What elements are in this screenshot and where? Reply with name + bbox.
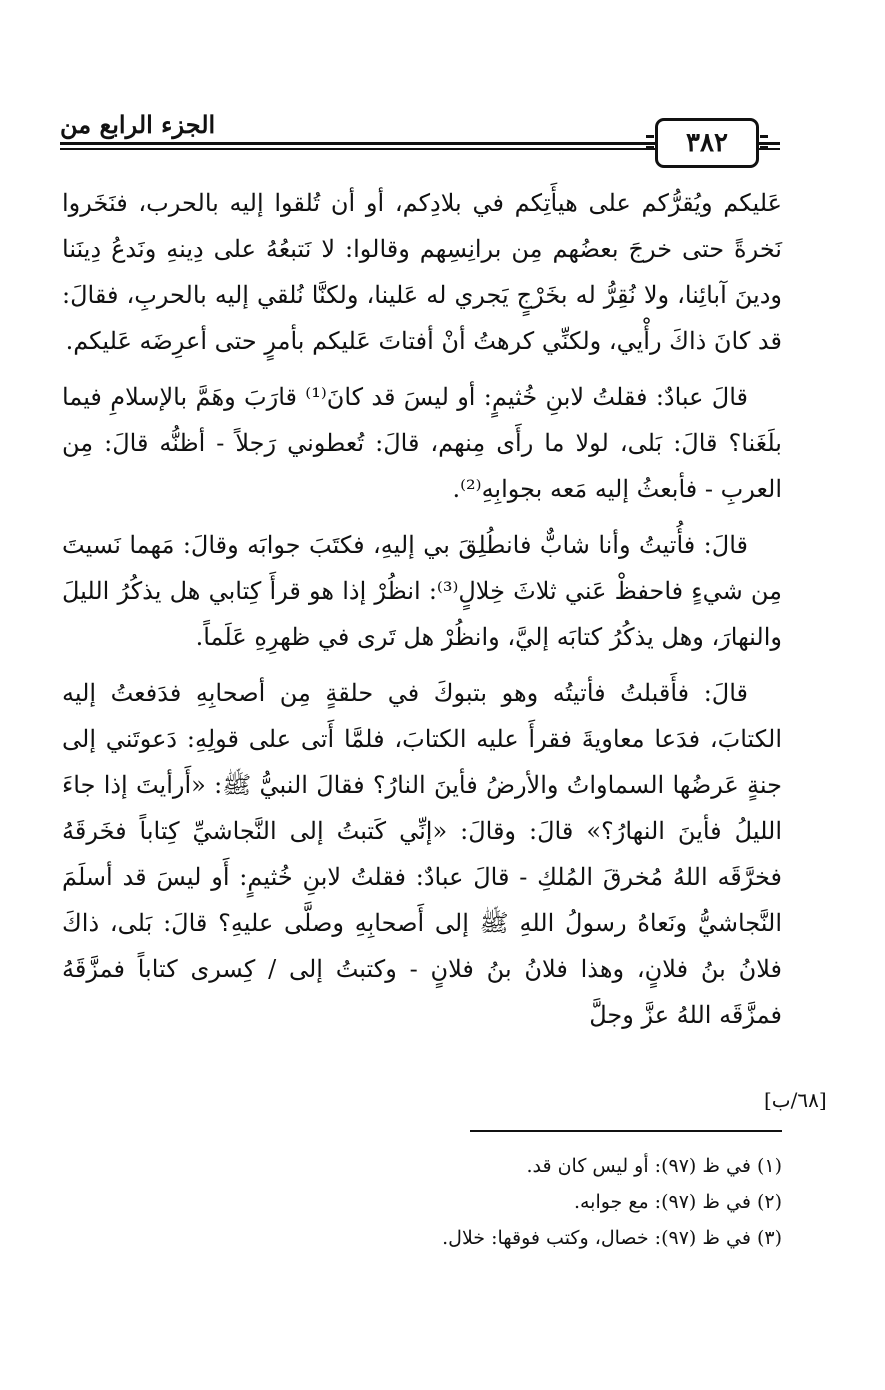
paragraph: قالَ عبادٌ: فقلتُ لابنِ خُثيمٍ: أو ليسَ قد كانَ⁽¹⁾ قارَبَ وهَمَّ بالإسلامِ فيما بلَغَنا؟ قالَ: بَلى، لولا ما رأَى مِنهم، قالَ: تُعطوني رَجلاً - أظنُّه قالَ: مِن العربِ - فأبعثُ إليه مَعه بجوابِهِ⁽²⁾. [62, 383, 782, 503]
paragraph: قالَ: فأُتيتُ وأنا شابٌّ فانطُلِقَ بي إليهِ، فكتَبَ جوابَه وقالَ: مَهما نَسيتَ مِن شيءٍ فاحفظْ عَني ثلاثَ خِلالٍ⁽³⁾: انظُرْ إذا هو قرأَ كِتابي هل يذكُرُ الليلَ والنهارَ، وهل يذكُرُ كتابَه إليَّ، وانظُرْ هل تَرى في ظهرِهِ عَلَماً. [62, 531, 782, 651]
footnote: (١) في ظ (٩٧): أو ليس كان قد. [526, 1155, 782, 1177]
footnote: (٢) في ظ (٩٧): مع جوابه. [573, 1191, 782, 1213]
running-title: الجزء الرابع من [60, 110, 216, 139]
footnotes [200, 1148, 782, 1256]
manuscript-folio-marker: [٦٨/ب] [764, 1088, 827, 1112]
paragraph: عَليكم ويُقرُّكم على هيأَتِكم في بلادِكم، أو أن تُلقوا إليه بالحرب، فنَخَروا نَخرةً حتى خرجَ بعضُهم مِن برانِسِهم وقالوا: لا نَتبعُهُ على دِينهِ ونَدعُ دِينَنا ودينَ آبائِنا، ولا نُقِرُّ له بخَرْجٍ يَجري له عَلينا، ولكنَّا نُلقي إليه بالحربِ، فقالَ: قد كانَ ذاكَ رأْيي، ولكنِّي كرهتُ أنْ أفتاتَ عَليكم بأمرٍ حتى أعرِضَه عَليكم. [62, 189, 782, 355]
main-text [62, 180, 782, 1048]
footnote-divider [470, 1130, 782, 1132]
paragraph: قالَ: فأَقبلتُ فأتيتُه وهو بتبوكَ في حلقةٍ مِن أصحابِهِ فدَفعتُ إليه الكتابَ، فدَعا معاويةَ فقرأَ عليه الكتابَ، فلمَّا أَتى على قولِهِ: دَعوتَني إلى جنةٍ عَرضُها السماواتُ والأرضُ فأينَ النارُ؟ فقالَ النبيُّ ﷺ: «أَرأيتَ إذا جاءَ الليلُ فأينَ النهارُ؟» قالَ: وقالَ: «إنِّي كَتبتُ إلى النَّجاشيِّ كِتاباً فخَرقَهُ فخرَّقَه اللهُ مُخرقَ المُلكِ - قالَ عبادٌ: فقلتُ لابنِ خُثيمٍ: أَو ليسَ قد أسلَمَ النَّجاشيُّ ونَعاهُ رسولُ اللهِ ﷺ إلى أَصحابِهِ وصلَّى عليهِ؟ قالَ: بَلى، ذاكَ فلانُ بنُ فلانٍ، وهذا فلانُ بنُ فلانٍ - وكتبتُ إلى / كِسرى كتاباً فمزَّقَهُ فمزَّقَه اللهُ عزَّ وجلَّ [62, 679, 783, 1029]
footnote: (٣) في ظ (٩٧): خصال، وكتب فوقها: خلال. [442, 1227, 782, 1249]
page-header [60, 100, 780, 170]
page-number: ٣٨٢ [655, 118, 759, 168]
